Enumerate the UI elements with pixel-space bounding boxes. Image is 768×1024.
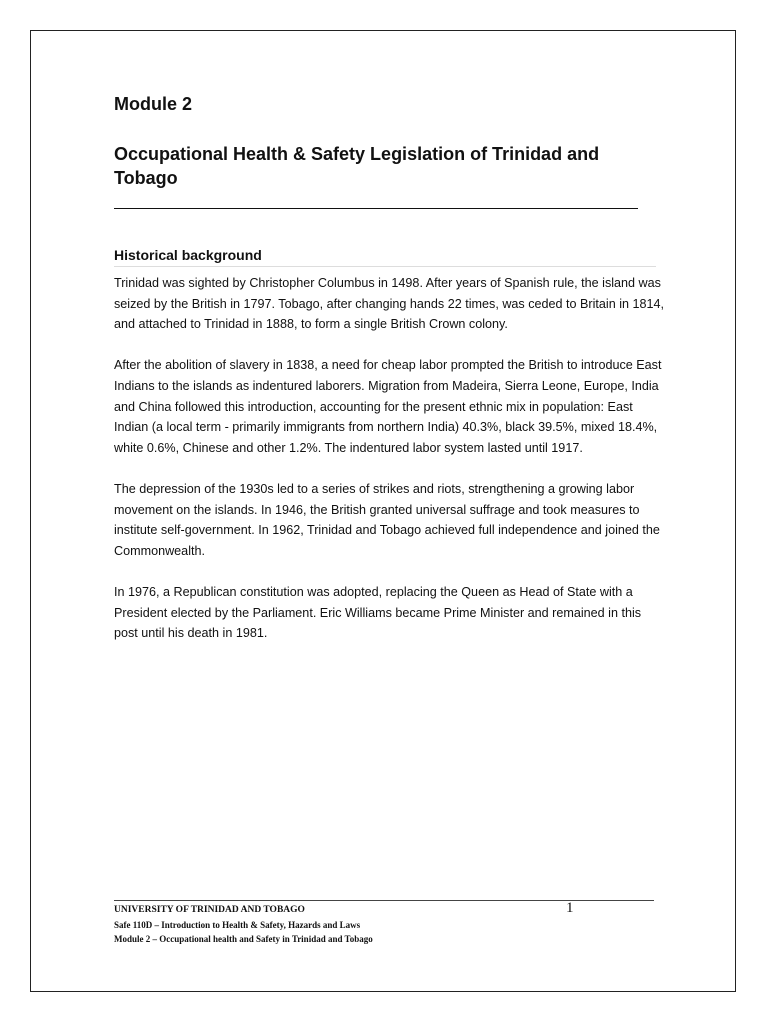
body-text — [114, 273, 666, 664]
paragraph-3: The depression of the 1930s led to a series of strikes and riots, strengthening a growing labor movement on the islands. In 1946, the British granted universal suffrage and took measures to institute self-government. In 1962, Trinidad and Tobago achieved full independence and joined the Commonwealth. — [114, 481, 660, 558]
section-divider — [114, 266, 656, 267]
title-divider — [114, 208, 638, 209]
module-number: Module 2 — [114, 94, 193, 114]
section-heading: Historical background — [114, 247, 262, 263]
paragraph-1: Trinidad was sighted by Christopher Columbus in 1498. After years of Spanish rule, the island was seized by the British in 1797. Tobago, after changing hands 22 times, was ceded to Britain in 1814, and attached to Trinidad in 1888, to form a single British Crown colony. — [114, 276, 665, 332]
page-number: 1 — [566, 900, 574, 916]
paragraph-2: After the abolition of slavery in 1838, a need for cheap labor prompted the British to introduce East Indians to the islands as indentured laborers. Migration from Madeira, Sierra Leone, Europe, India and China followed this introduction, accounting for the present ethnic mix in population: East Indian (a local term - primarily immigrants from northern India) 40.3%, black 39.5%, mixed 18.4%, white 0.6%, Chinese and other 1.2%. The indentured labor system lasted until 1917. — [114, 358, 662, 455]
footer-institution: UNIVERSITY OF TRINIDAD AND TOBAGO — [114, 905, 305, 915]
footer-course: Safe 110D – Introduction to Health & Safety, Hazards and Laws — [114, 920, 361, 930]
paragraph-4: In 1976, a Republican constitution was adopted, replacing the Queen as Head of State with a President elected by the Parliament. Eric Williams became Prime Minister and remained in this post until his death in 1981. — [114, 584, 642, 641]
page-title: Occupational Health & Safety Legislation of Trinidad and Tobago — [114, 144, 600, 188]
footer-module: Module 2 – Occupational health and Safety in Trinidad and Tobago — [114, 934, 373, 944]
